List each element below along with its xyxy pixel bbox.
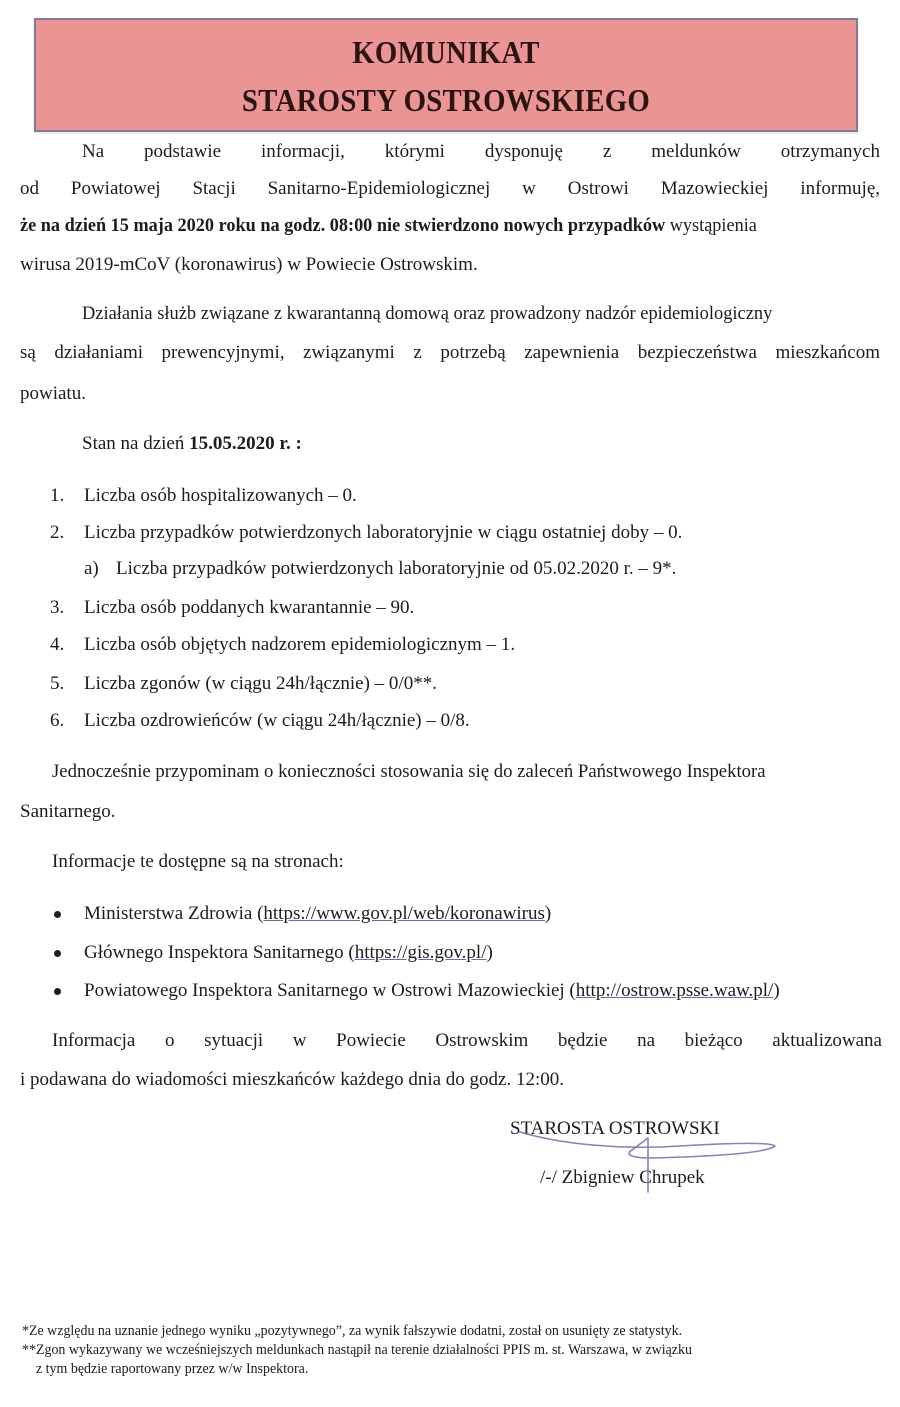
header-banner: [34, 18, 858, 132]
stats-text: Liczba ozdrowieńców (w ciągu 24h/łącznie) – 0/8.: [84, 710, 470, 731]
actions-line-1: Działania służb związane z kwarantanną domową oraz prowadzony nadzór epidemiologiczny: [82, 303, 773, 324]
intro-line-2: od Powiatowej Stacji Sanitarno-Epidemiologicznej w Ostrowi Mazowieckiej informuję,: [20, 178, 880, 199]
signature-title: STAROSTA OSTROWSKI: [510, 1118, 720, 1139]
stats-text: Liczba osób objętych nadzorem epidemiologicznym – 1.: [84, 634, 516, 655]
actions-line-3: powiatu.: [20, 383, 86, 404]
intro-line-4: wirusa 2019-mCoV (koronawirus) w Powiecie Ostrowskim.: [20, 254, 478, 275]
source-text: [84, 941, 493, 965]
stats-marker: 3.: [50, 597, 65, 618]
status-date: [82, 432, 302, 456]
source-text: [84, 902, 551, 926]
source-close: ): [486, 942, 493, 963]
closing-line-1: Informacja o sytuacji w Powiecie Ostrowskim będzie na bieżąco aktualizowana: [52, 1030, 882, 1051]
reminder-line-1: Jednocześnie przypominam o konieczności stosowania się do zaleceń Państwowego Inspektora: [52, 761, 766, 782]
stats-marker: 5.: [50, 673, 65, 694]
sources-intro: Informacje te dostępne są na stronach:: [52, 851, 344, 872]
intro-line-3-rest: wystąpienia: [665, 215, 757, 236]
closing-line-2: i podawana do wiadomości mieszkańców każdego dnia do godz. 12:00.: [20, 1069, 564, 1090]
title-line-1: KOMUNIKAT: [352, 34, 540, 70]
stats-marker: 2.: [50, 522, 65, 543]
status-date-value: 15.05.2020 r. :: [189, 433, 302, 454]
stats-text: Liczba osób hospitalizowanych – 0.: [84, 485, 357, 506]
stats-text: Liczba osób poddanych kwarantannie – 90.: [84, 597, 415, 618]
bullet-icon: [54, 950, 61, 957]
bullet-icon: [54, 911, 61, 918]
stats-marker: 6.: [50, 710, 65, 731]
intro-bold-text: że na dzień 15 maja 2020 roku na godz. 08:00 nie stwierdzono nowych przypadków: [20, 215, 666, 236]
source-label: Powiatowego Inspektora Sanitarnego w Ostrowi Mazowieckiej (: [84, 980, 576, 1001]
status-prefix: Stan na dzień: [82, 433, 190, 454]
handwritten-signature-icon: [500, 1110, 790, 1200]
reminder-line-2: Sanitarnego.: [20, 801, 116, 822]
source-close: ): [544, 903, 552, 924]
source-close: ): [773, 980, 780, 1001]
actions-line-2: są działaniami prewencyjnymi, związanymi z potrzebą zapewnienia bezpieczeństwa mieszkańcom: [20, 342, 880, 363]
stats-marker: 4.: [50, 634, 65, 655]
footnote-2-line-1: **Zgon wykazywany we wcześniejszych meldunkach nastąpił na terenie działalności PPIS m. st. Warszawa, w związku: [22, 1342, 692, 1358]
intro-line-1: Na podstawie informacji, którymi dysponuję z meldunków otrzymanych: [82, 141, 880, 162]
footnote-2-line-2: z tym będzie raportowany przez w/w Inspektora.: [36, 1361, 309, 1377]
intro-line-3: [20, 214, 757, 238]
source-link[interactable]: http://ostrow.psse.waw.pl/: [575, 980, 774, 1001]
source-label: Głównego Inspektora Sanitarnego (: [84, 942, 355, 963]
source-link[interactable]: https://www.gov.pl/web/koronawirus: [263, 903, 545, 924]
stats-text: Liczba przypadków potwierdzonych laboratoryjnie od 05.02.2020 r. – 9*.: [116, 558, 677, 579]
signature-name: /-/ Zbigniew Chrupek: [540, 1167, 705, 1188]
stats-text: Liczba zgonów (w ciągu 24h/łącznie) – 0/0**.: [84, 673, 437, 694]
source-label: Ministerstwa Zdrowia (: [84, 903, 264, 924]
stats-marker: 1.: [50, 485, 65, 506]
source-text: [84, 979, 780, 1003]
stats-marker: a): [84, 558, 99, 579]
bullet-icon: [54, 988, 61, 995]
footnote-1: *Ze względu na uznanie jednego wyniku „pozytywnego”, za wynik fałszywie dodatni, został on usunięty ze statystyk.: [22, 1323, 683, 1339]
title-line-2: STAROSTY OSTROWSKIEGO: [241, 82, 651, 118]
source-link[interactable]: https://gis.gov.pl/: [354, 942, 487, 963]
stats-text: Liczba przypadków potwierdzonych laboratoryjnie w ciągu ostatniej doby – 0.: [84, 522, 683, 543]
